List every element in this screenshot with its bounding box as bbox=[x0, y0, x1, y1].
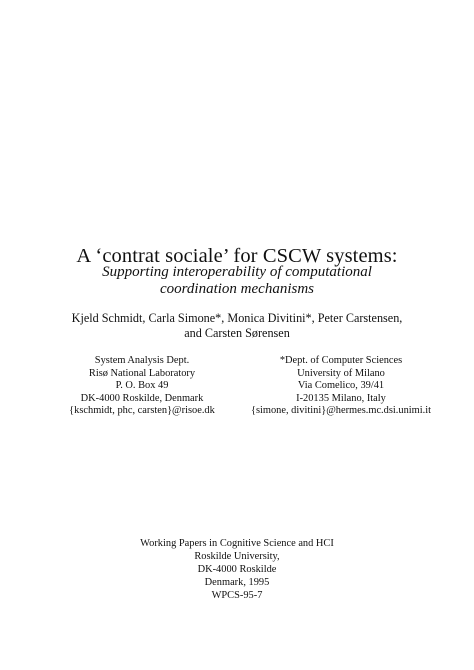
affiliation-city: DK-4000 Roskilde, Denmark bbox=[80, 392, 204, 404]
author-line: Kjeld Schmidt, Carla Simone*, Monica Divitini*, Peter Carstensen, bbox=[71, 311, 403, 325]
affiliation-riso bbox=[37, 355, 247, 418]
affiliation-department: *Dept. of Computer Sciences bbox=[279, 355, 403, 366]
affiliation-city: I-20135 Milano, Italy bbox=[296, 392, 386, 404]
subtitle-line: Supporting interoperability of computational bbox=[102, 264, 372, 280]
affiliation-department: System Analysis Dept. bbox=[94, 355, 190, 366]
series-name: Working Papers in Cognitive Science and HCI bbox=[140, 538, 334, 549]
paper-title: A ‘contrat sociale’ for CSCW systems: bbox=[76, 245, 398, 267]
affiliation-institution: University of Milano bbox=[297, 367, 385, 379]
working-paper-info bbox=[0, 537, 474, 602]
author-line: and Carsten Sørensen bbox=[184, 326, 290, 340]
affiliation-address: P. O. Box 49 bbox=[115, 380, 169, 391]
author-list bbox=[0, 311, 474, 341]
affiliation-milano bbox=[236, 355, 446, 418]
affiliation-institution: Risø National Laboratory bbox=[88, 367, 196, 379]
affiliation-address: Via Comelico, 39/41 bbox=[297, 380, 385, 391]
paper-subtitle bbox=[0, 264, 474, 298]
subtitle-line: coordination mechanisms bbox=[159, 281, 314, 297]
publisher: Roskilde University, bbox=[194, 551, 280, 562]
report-number: WPCS-95-7 bbox=[211, 590, 263, 601]
publisher-city: DK-4000 Roskilde bbox=[197, 564, 277, 575]
affiliation-email: {kschmidt, phc, carsten}@risoe.dk bbox=[69, 405, 215, 416]
publication-date: Denmark, 1995 bbox=[204, 577, 270, 588]
affiliation-email: {simone, divitini}@hermes.mc.dsi.unimi.it bbox=[250, 405, 431, 416]
